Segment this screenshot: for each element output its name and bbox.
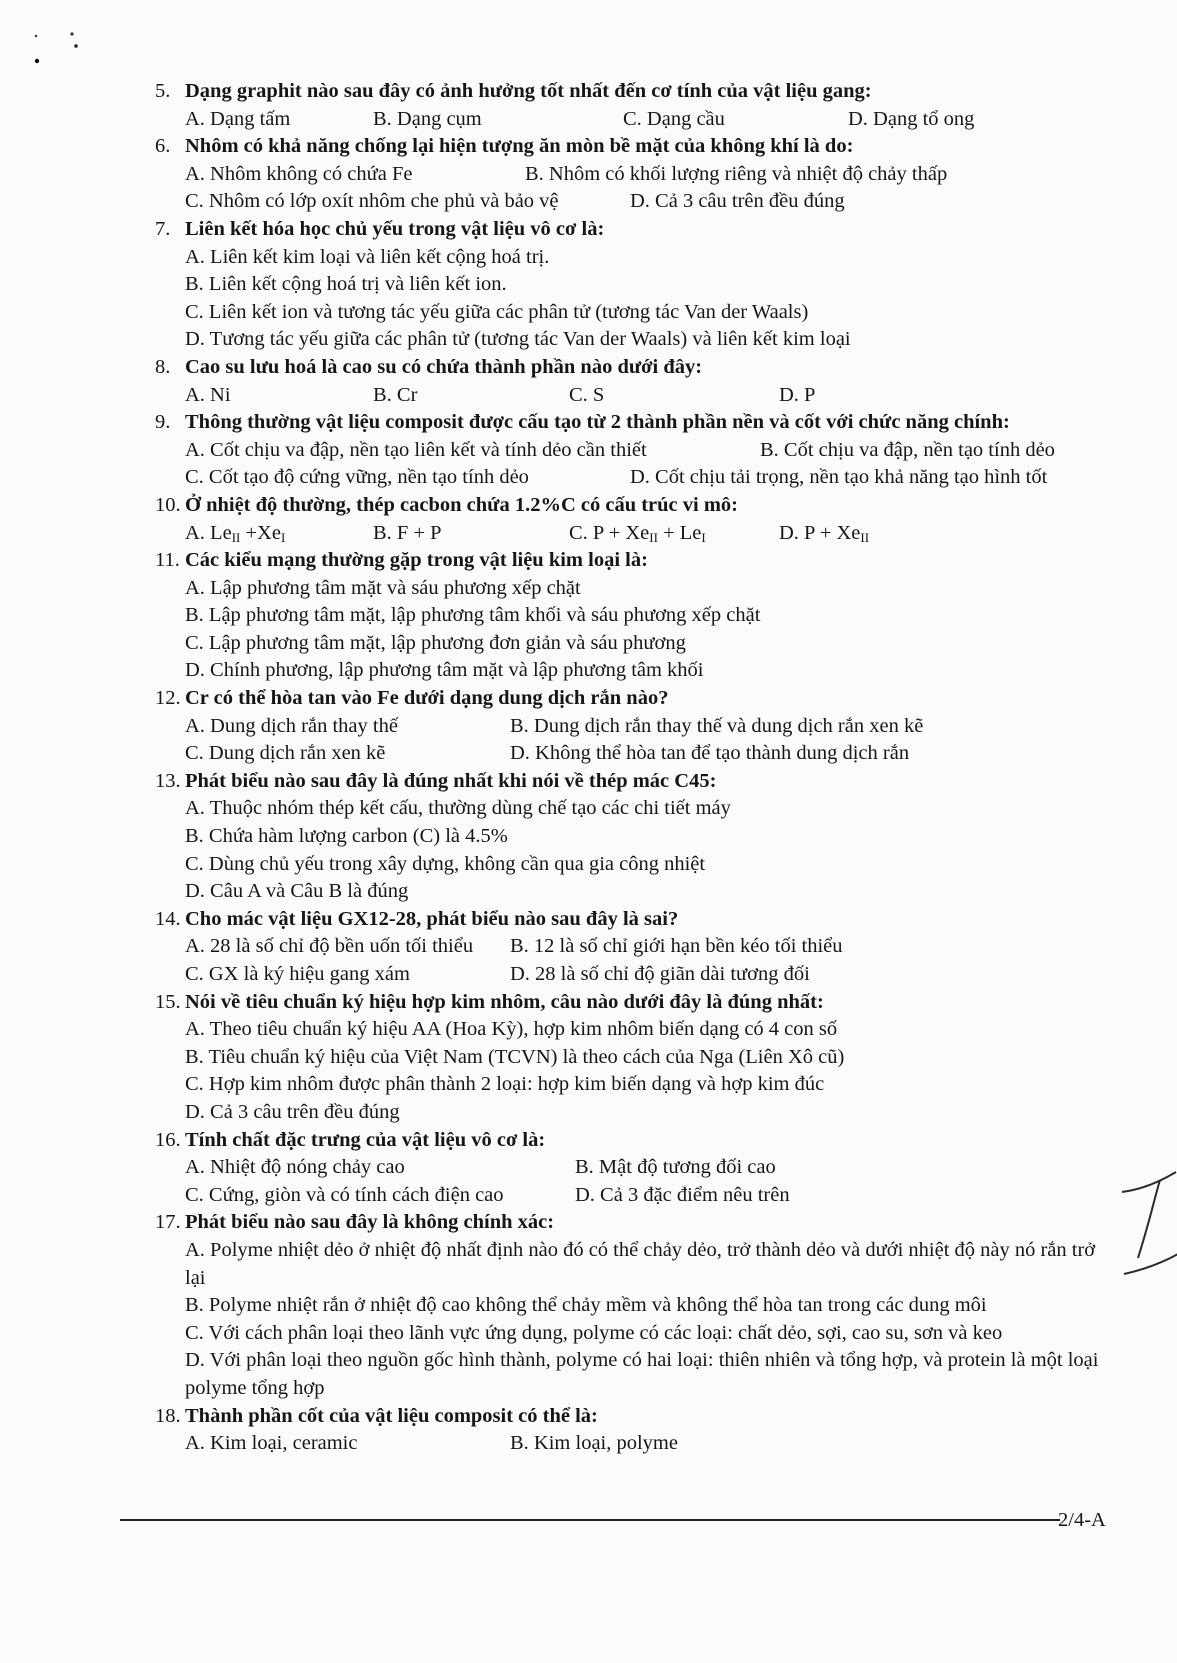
option-d[interactable]: D. P xyxy=(779,383,816,406)
option-a[interactable]: A. Polyme nhiệt dẻo ở nhiệt độ nhất định nào đó có thể chảy dẻo, trở thành dẻo và dưới nhiệt độ này nó rắn trở lại xyxy=(185,1238,1096,1289)
option-a[interactable]: A. 28 là số chỉ độ bền uốn tối thiểu xyxy=(185,935,474,958)
option-d[interactable]: D. Dạng tổ ong xyxy=(848,107,975,130)
question-text: Các kiểu mạng thường gặp trong vật liệu kim loại là: xyxy=(185,549,648,572)
question-11 xyxy=(155,547,1115,685)
option-a[interactable]: A. Lập phương tâm mặt và sáu phương xếp chặt xyxy=(185,576,581,599)
question-text: Cr có thể hòa tan vào Fe dưới dạng dung dịch rắn nào? xyxy=(185,687,669,710)
option-b[interactable]: B. Mật độ tương đối cao xyxy=(575,1156,776,1179)
option-b[interactable]: B. Cốt chịu va đập, nền tạo tính dẻo xyxy=(760,438,1055,461)
option-c[interactable]: C. Nhôm có lớp oxít nhôm che phủ và bảo vệ xyxy=(185,190,559,213)
question-text: Phát biểu nào sau đây là đúng nhất khi nói về thép mác C45: xyxy=(185,769,717,792)
option-b[interactable]: B. Dạng cụm xyxy=(373,107,482,130)
question-text: Liên kết hóa học chủ yếu trong vật liệu vô cơ là: xyxy=(185,217,605,240)
option-c[interactable]: C. Dùng chủ yếu trong xây dựng, không cần qua gia công nhiệt xyxy=(185,852,706,875)
question-number: 17. xyxy=(155,1211,181,1234)
option-c[interactable]: C. Hợp kim nhôm được phân thành 2 loại: hợp kim biến dạng và hợp kim đúc xyxy=(185,1073,825,1096)
question-text: Nhôm có khả năng chống lại hiện tượng ăn mòn bề mặt của không khí là do: xyxy=(185,135,854,158)
question-number: 8. xyxy=(155,355,171,378)
option-d[interactable]: D. 28 là số chỉ độ giãn dài tương đối xyxy=(510,963,810,985)
question-17 xyxy=(155,1209,1115,1402)
question-number: 6. xyxy=(155,135,171,158)
option-b[interactable]: B. Chứa hàm lượng carbon (C) là 4.5% xyxy=(185,825,508,848)
option-d[interactable]: D. Tương tác yếu giữa các phân tử (tương tác Van der Waals) và liên kết kim loại xyxy=(185,328,851,351)
option-d[interactable]: D. Chính phương, lập phương tâm mặt và lập phương tâm khối xyxy=(185,659,704,682)
question-number: 5. xyxy=(155,80,171,102)
question-7 xyxy=(155,216,1115,354)
question-10 xyxy=(155,492,1115,547)
question-16 xyxy=(155,1127,1115,1210)
option-d[interactable]: D. Cốt chịu tải trọng, nền tạo khả năng tạo hình tốt xyxy=(630,466,1048,489)
option-d[interactable]: D. Câu A và Câu B là đúng xyxy=(185,880,409,903)
question-number: 15. xyxy=(155,990,181,1013)
option-a[interactable]: A. Cốt chịu va đập, nền tạo liên kết và tính dẻo cần thiết xyxy=(185,438,647,461)
question-text: Tính chất đặc trưng của vật liệu vô cơ là: xyxy=(185,1128,546,1151)
question-15 xyxy=(155,989,1115,1127)
page-number: 2/4-A xyxy=(1058,1509,1106,1531)
option-b[interactable]: B. Nhôm có khối lượng riêng và nhiệt độ chảy thấp xyxy=(525,162,948,185)
option-b[interactable]: B. Polyme nhiệt rắn ở nhiệt độ cao không thể chảy mềm và không thể hòa tan trong các dung môi xyxy=(185,1294,987,1317)
option-b[interactable]: B. Dung dịch rắn thay thế và dung dịch rắn xen kẽ xyxy=(510,714,924,737)
question-number: 13. xyxy=(155,769,181,792)
option-b[interactable]: B. F + P xyxy=(373,521,442,544)
question-number: 14. xyxy=(155,907,181,930)
option-b[interactable]: B. Lập phương tâm mặt, lập phương tâm khối và sáu phương xếp chặt xyxy=(185,604,761,627)
question-14 xyxy=(155,906,1115,989)
option-c[interactable]: C. GX là ký hiệu gang xám xyxy=(185,963,410,985)
option-c[interactable]: C. Cốt tạo độ cứng vững, nền tạo tính dẻo xyxy=(185,466,529,489)
option-d[interactable]: D. Với phân loại theo nguồn gốc hình thành, polyme có hai loại: thiên nhiên và tổng hợp, và protein là một loại polyme tổng hợp xyxy=(185,1349,1099,1399)
option-c[interactable]: C. S xyxy=(569,383,605,406)
option-d[interactable]: D. $P + Xe_{II}$ xyxy=(779,521,870,545)
question-5 xyxy=(155,78,1115,133)
question-number: 12. xyxy=(155,687,181,710)
question-text: Thành phần cốt của vật liệu composit có thể là: xyxy=(185,1404,598,1427)
option-c[interactable]: C. Dung dịch rắn xen kẽ xyxy=(185,742,386,765)
option-d[interactable]: D. Cả 3 đặc điểm nêu trên xyxy=(575,1183,790,1206)
exam-questions xyxy=(155,78,1115,1458)
option-a[interactable]: A. Liên kết kim loại và liên kết cộng hoá trị. xyxy=(185,245,550,268)
question-number: 11. xyxy=(155,549,180,572)
option-d[interactable]: D. Cả 3 câu trên đều đúng xyxy=(630,190,845,213)
option-b[interactable]: B. Tiêu chuẩn ký hiệu của Việt Nam (TCVN) là theo cách của Nga (Liên Xô cũ) xyxy=(185,1045,845,1068)
option-a[interactable]: A. Theo tiêu chuẩn ký hiệu AA (Hoa Kỳ), hợp kim nhôm biến dạng có 4 con số xyxy=(185,1018,838,1041)
option-a[interactable]: A. Dạng tấm xyxy=(185,107,291,130)
option-b[interactable]: B. 12 là số chỉ giới hạn bền kéo tối thiểu xyxy=(510,935,843,958)
question-number: 10. xyxy=(155,493,181,516)
option-a[interactable]: A. Ni xyxy=(185,383,231,406)
option-a[interactable]: A. $Le_{II} +Xe_I$ xyxy=(185,521,286,545)
question-number: 9. xyxy=(155,411,171,434)
question-8 xyxy=(155,354,1115,409)
option-a[interactable]: A. Kim loại, ceramic xyxy=(185,1432,358,1455)
option-a[interactable]: A. Nhôm không có chứa Fe xyxy=(185,162,413,185)
question-text: Cao su lưu hoá là cao su có chứa thành phần nào dưới đây: xyxy=(185,355,703,378)
question-text: Cho mác vật liệu GX12-28, phát biểu nào sau đây là sai? xyxy=(185,907,679,930)
option-c[interactable]: C. Dạng cầu xyxy=(623,107,725,130)
option-b[interactable]: B. Liên kết cộng hoá trị và liên kết ion. xyxy=(185,273,507,296)
question-number: 16. xyxy=(155,1128,181,1151)
option-b[interactable]: B. Kim loại, polyme xyxy=(510,1432,678,1455)
handwritten-check-mark xyxy=(1120,1170,1177,1290)
question-18 xyxy=(155,1403,1115,1458)
question-text: Nói về tiêu chuẩn ký hiệu hợp kim nhôm, câu nào dưới đây là đúng nhất: xyxy=(185,990,824,1013)
option-c[interactable]: C. $P + Xe_{II} + Le_I$ xyxy=(569,521,706,545)
option-c[interactable]: C. Lập phương tâm mặt, lập phương đơn giản và sáu phương xyxy=(185,631,686,654)
question-6 xyxy=(155,133,1115,216)
question-text: Thông thường vật liệu composit được cấu tạo từ 2 thành phần nền và cốt với chức năng chính: xyxy=(185,411,1010,434)
scan-specks xyxy=(30,28,90,78)
option-c[interactable]: C. Liên kết ion và tương tác yếu giữa các phân tử (tương tác Van der Waals) xyxy=(185,300,809,323)
option-b[interactable]: B. Cr xyxy=(373,383,418,406)
option-a[interactable]: A. Dung dịch rắn thay thế xyxy=(185,714,398,737)
question-number: 18. xyxy=(155,1404,181,1427)
question-13 xyxy=(155,768,1115,906)
question-number: 7. xyxy=(155,217,171,240)
question-text: Phát biểu nào sau đây là không chính xác: xyxy=(185,1211,555,1234)
question-text: Dạng graphit nào sau đây có ảnh hưởng tốt nhất đến cơ tính của vật liệu gang: xyxy=(185,80,872,102)
option-a[interactable]: A. Nhiệt độ nóng chảy cao xyxy=(185,1156,405,1179)
question-12 xyxy=(155,685,1115,768)
option-a[interactable]: A. Thuộc nhóm thép kết cấu, thường dùng chế tạo các chi tiết máy xyxy=(185,797,731,820)
option-d[interactable]: D. Cả 3 câu trên đều đúng xyxy=(185,1100,400,1123)
option-c[interactable]: C. Với cách phân loại theo lãnh vực ứng dụng, polyme có các loại: chất dẻo, sợi, cao su, sơn và keo xyxy=(185,1321,1003,1344)
option-d[interactable]: D. Không thể hòa tan để tạo thành dung dịch rắn xyxy=(510,742,910,765)
question-9 xyxy=(155,409,1115,492)
question-text: Ở nhiệt độ thường, thép cacbon chứa 1.2%C có cấu trúc vi mô: xyxy=(185,493,739,516)
option-c[interactable]: C. Cứng, giòn và có tính cách điện cao xyxy=(185,1183,504,1206)
footer-divider xyxy=(120,1519,1060,1521)
